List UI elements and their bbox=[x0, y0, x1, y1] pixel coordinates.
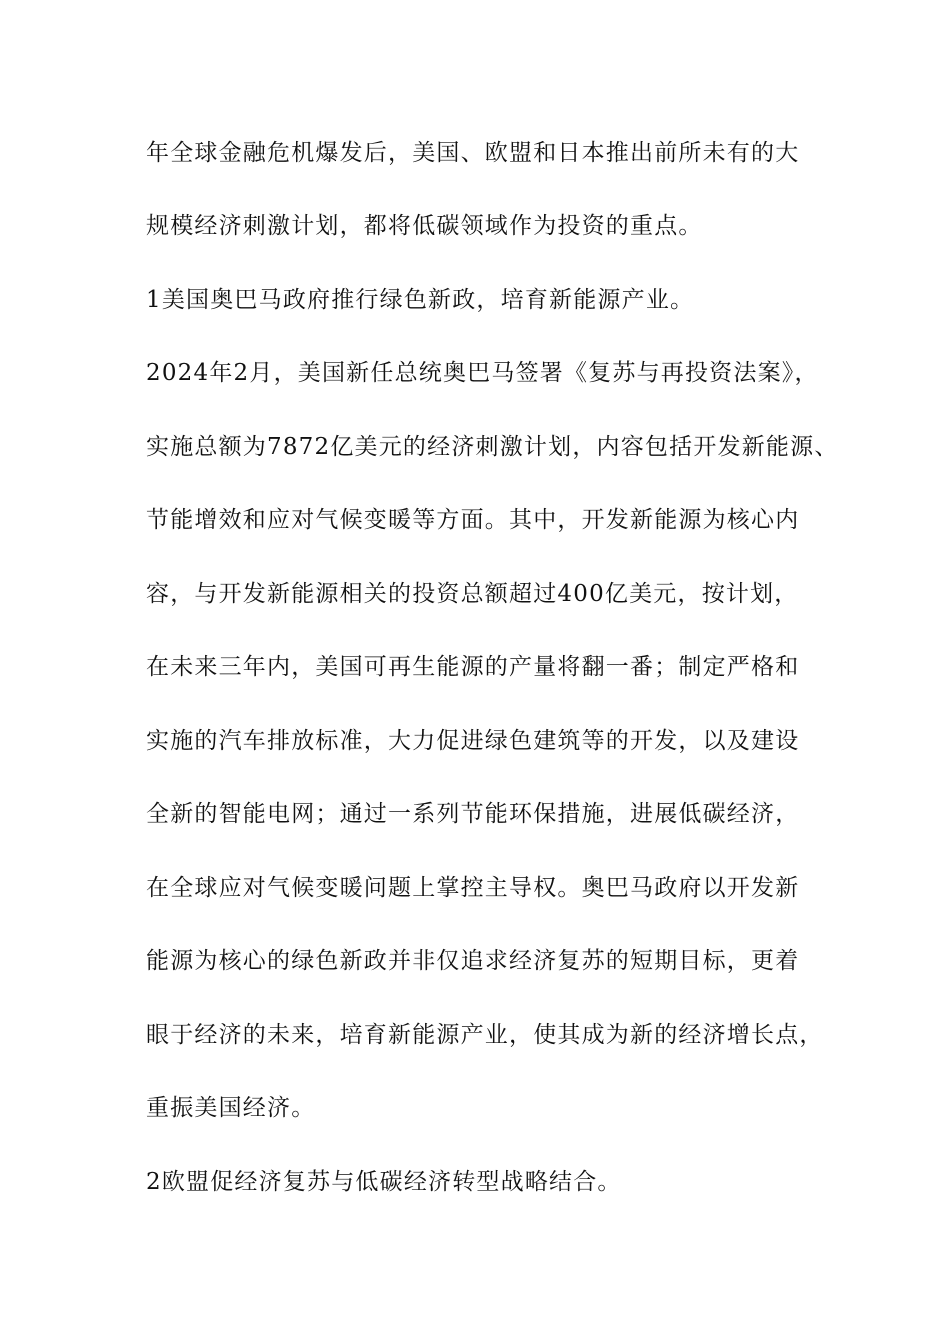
text-line: 眼于经济的未来，培育新能源产业，使其成为新的经济增长点， bbox=[146, 1022, 824, 1048]
text-line: 全新的智能电网；通过一系列节能环保措施，进展低碳经济， bbox=[146, 801, 800, 827]
text-line: 在未来三年内，美国可再生能源的产量将翻一番；制定严格和 bbox=[146, 654, 800, 680]
text-line: 2024年2月，美国新任总统奥巴马签署《复苏与再投资法案》， bbox=[146, 360, 819, 386]
text-line: 容，与开发新能源相关的投资总额超过400亿美元，按计划， bbox=[146, 581, 799, 607]
text-line: 重振美国经济。 bbox=[146, 1095, 316, 1121]
text-line: 节能增效和应对气候变暖等方面。其中，开发新能源为核心内 bbox=[146, 507, 800, 533]
text-line: 能源为核心的绿色新政并非仅追求经济复苏的短期目标，更着 bbox=[146, 948, 800, 974]
section-heading: 2欧盟促经济复苏与低碳经济转型战略结合。 bbox=[146, 1169, 622, 1195]
section-heading: 1美国奥巴马政府推行绿色新政，培育新能源产业。 bbox=[146, 287, 695, 313]
text-line: 实施总额为7872亿美元的经济刺激计划，内容包括开发新能源、 bbox=[146, 434, 839, 460]
text-line: 年全球金融危机爆发后，美国、欧盟和日本推出前所未有的大 bbox=[146, 140, 800, 166]
text-line: 规模经济刺激计划，都将低碳领域作为投资的重点。 bbox=[146, 213, 703, 239]
text-line: 实施的汽车排放标准，大力促进绿色建筑等的开发，以及建设 bbox=[146, 728, 800, 754]
text-line: 在全球应对气候变暖问题上掌控主导权。奥巴马政府以开发新 bbox=[146, 875, 800, 901]
